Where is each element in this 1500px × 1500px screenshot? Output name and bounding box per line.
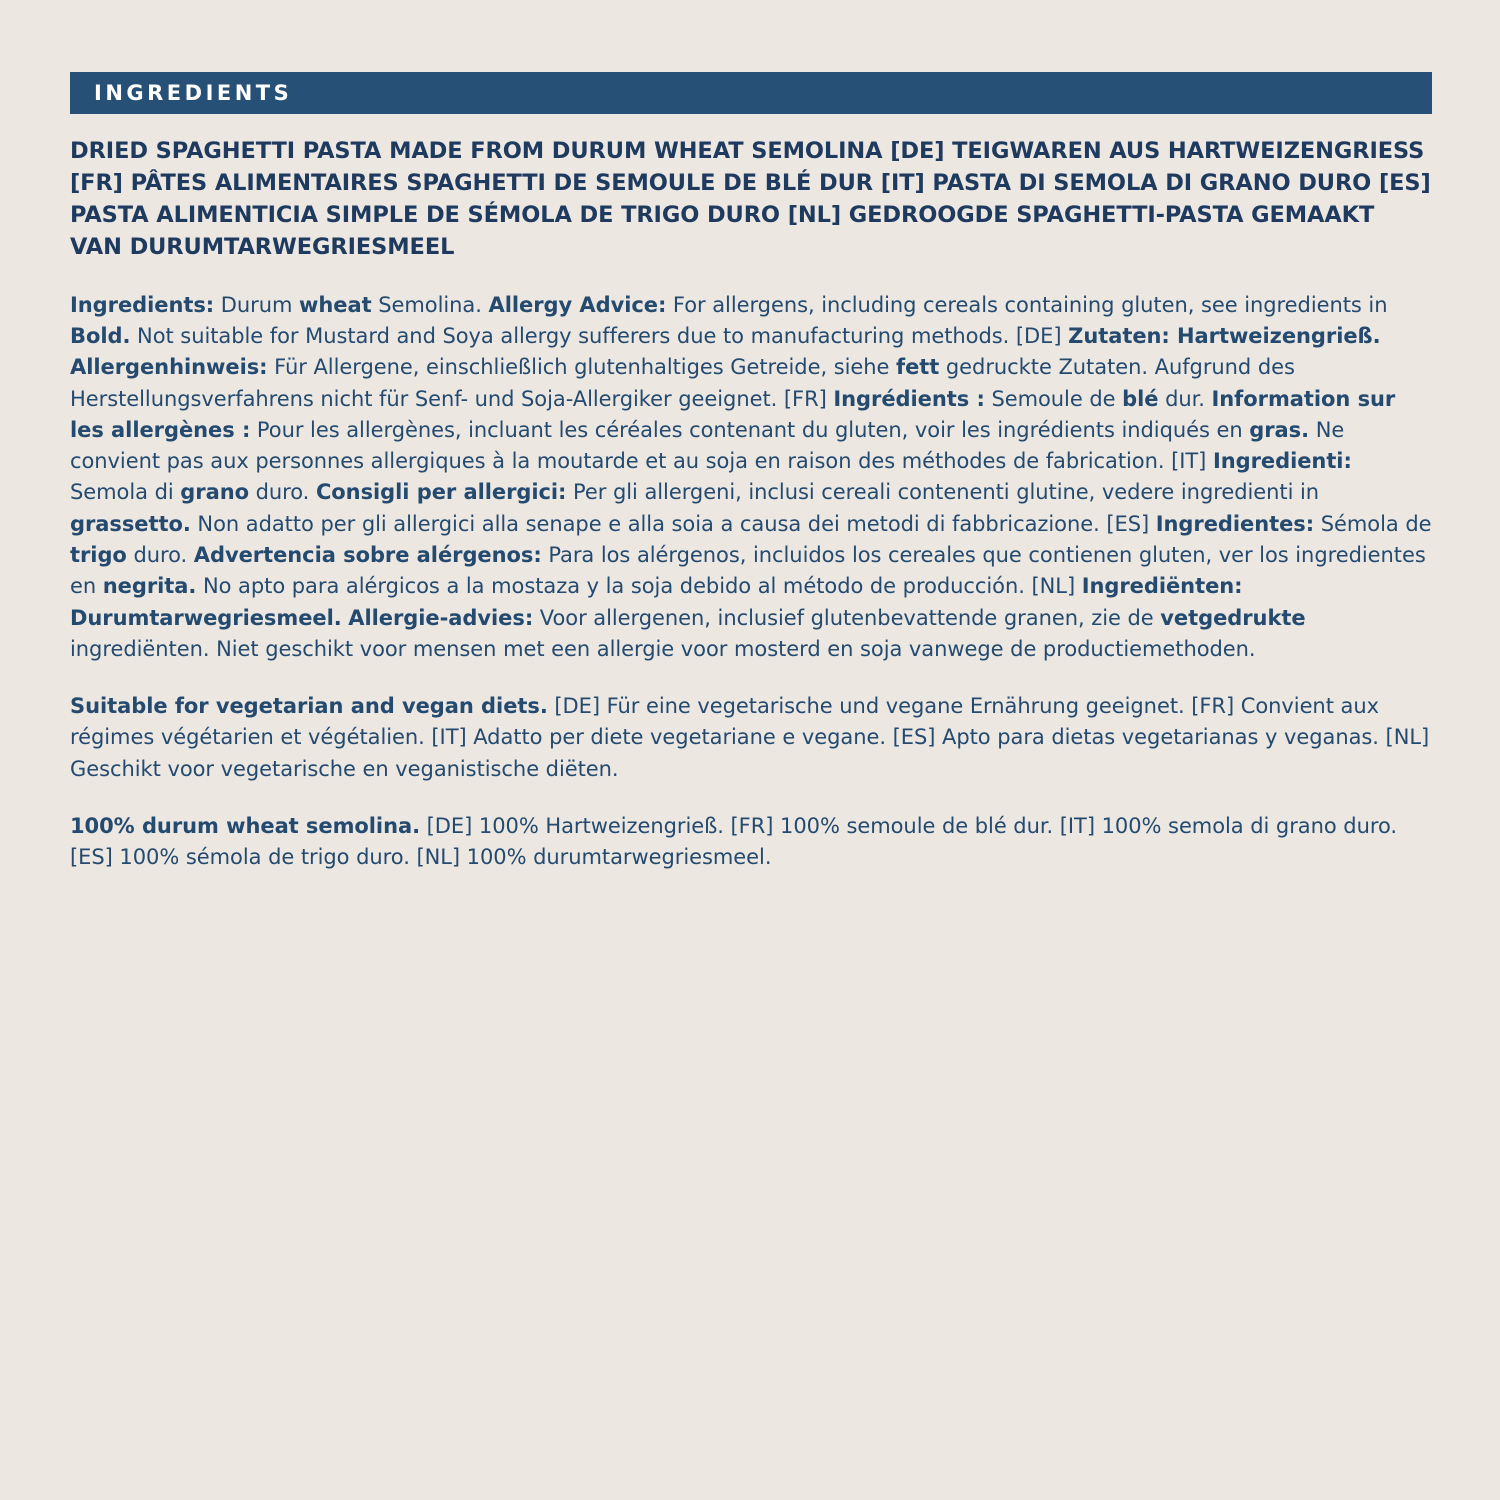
paragraph-ingredients-allergy: Ingredients: Durum wheat Semolina. Allergy Advice: For allergens, including cereals containing gluten, see ingredients in Bold. Not suitable for Mustard and Soya allergy sufferers due to manufacturing methods. [DE] Zutaten: Hartweizengrieß. Allergenhinweis: Für Allergene, einschließlich glutenhaltiges Getreide, siehe fett gedruckte Zutaten. Aufgrund des Herstellungsverfahrens nicht für Senf- und Soja-Allergiker geeignet. [FR] Ingrédients : Semoule de blé dur. Information sur les allergènes : Pour les allergènes, incluant les céréales contenant du gluten, voir les ingrédients indiqués en gras. Ne convient pas aux personnes allergiques à la moutarde et au soja en raison des méthodes de fabrication. [IT] Ingredienti: Semola di grano duro. Consigli per allergici: Per gli allergeni, inclusi cereali contenenti glutine, vedere ingredienti in grassetto. Non adatto per gli allergici alla senape e alla soia a causa dei metodi di fabbricazione. [ES] Ingredientes: Sémola de trigo duro. Advertencia sobre alérgenos: Para los alérgenos, incluidos los cereales que contienen gluten, ver los ingredientes en negrita. No apto para alérgicos a la mostaza y la soja debido al método de producción. [NL] Ingrediënten: Durumtarwegriesmeel. Allergie-advies: Voor allergenen, inclusief glutenbevattende granen, zie de vetgedrukte ingrediënten. Niet geschikt voor mensen met een allergie voor mosterd en soja vanwege de productiemethoden. (70, 292, 1432, 661)
ingredients-content (70, 114, 1432, 874)
headline-multilingual: DRIED SPAGHETTI PASTA MADE FROM DURUM WHEAT SEMOLINA [DE] TEIGWAREN AUS HARTWEIZENGRIESS [FR] PÂTES ALIMENTAIRES SPAGHETTI DE SEMOULE DE BLÉ DUR [IT] PASTA DI SEMOLA DI GRANO DURO [ES] PASTA ALIMENTICIA SIMPLE DE SÉMOLA DE TRIGO DURO [NL] GEDROOGDE SPAGHETTI-PASTA GEMAAKT VAN DURUMTARWEGRIESMEEL (70, 138, 1431, 260)
ingredients-header-bar (70, 72, 1432, 114)
page-title: INGREDIENTS (94, 81, 293, 105)
paragraph-vegetarian-vegan: Suitable for vegetarian and vegan diets. [DE] Für eine vegetarische und vegane Ernährung geeignet. [FR] Convient aux régimes végétarien et végétalien. [IT] Adatto per diete vegetariane e vegane. [ES] Apto para dietas vegetarianas y veganas. [NL] Geschikt voor vegetarische en veganistische diëten. (70, 694, 1430, 781)
paragraph-composition: 100% durum wheat semolina. [DE] 100% Hartweizengrieß. [FR] 100% semoule de blé dur. [IT] 100% semola di grano duro. [ES] 100% sémola de trigo duro. [NL] 100% durumtarwegriesmeel. (70, 813, 1398, 870)
